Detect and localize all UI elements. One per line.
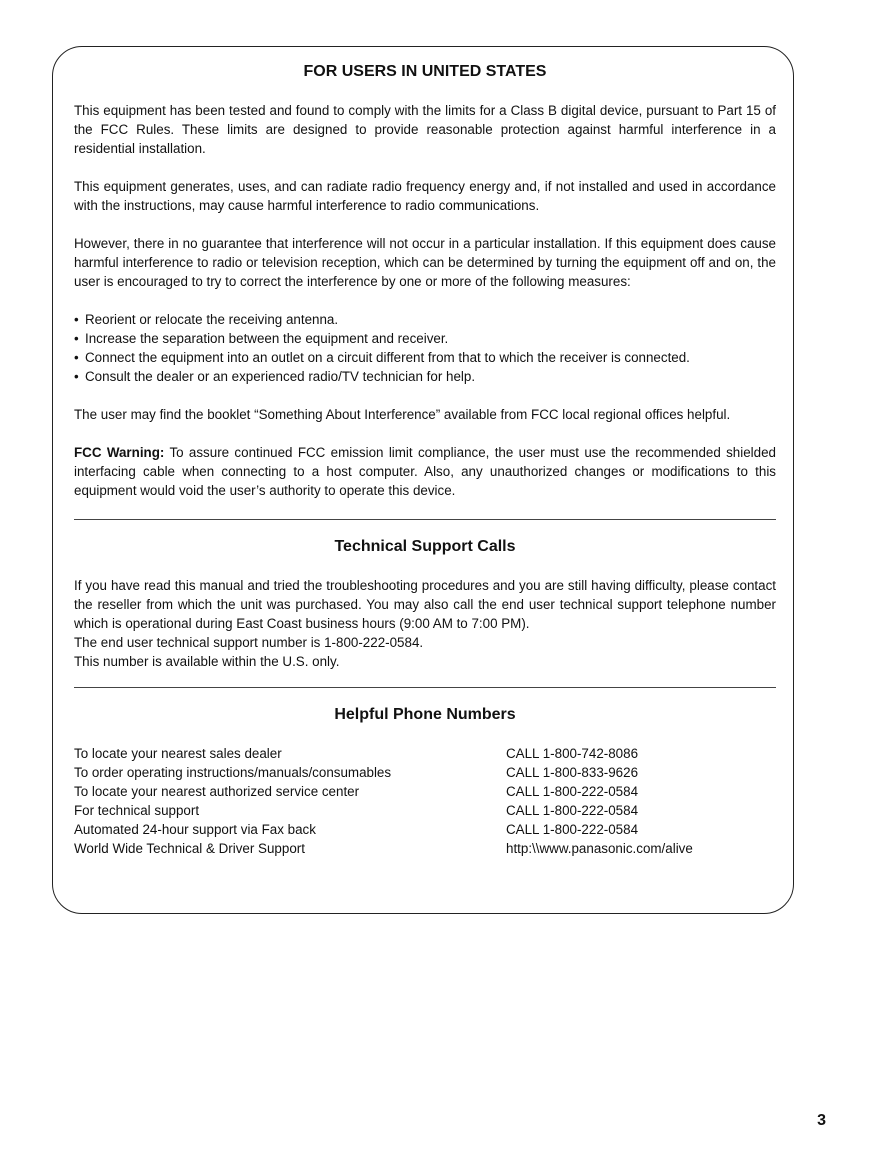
phone-value: CALL 1-800-742-8086 — [506, 746, 639, 761]
fcc-warning — [74, 443, 776, 500]
support-paragraph: If you have read this manual and tried the troubleshooting procedures and you are still having difficulty, please contact the reseller from which the unit was purchased. You may also call the end user technical support telephone number which is operational during East Coast business hours (9:00 AM to 7:00 PM). The end user technical support number is 1-800-222-0584. This number is available within the U.S. only. — [74, 578, 776, 669]
phone-value: CALL 1-800-222-0584 — [506, 803, 639, 818]
phones-title: Helpful Phone Numbers — [334, 706, 516, 723]
phone-label: To locate your nearest sales dealer — [74, 746, 282, 761]
list-item: • Consult the dealer or an experienced radio/TV technician for help. — [74, 369, 476, 384]
phone-value: CALL 1-800-833-9626 — [506, 765, 639, 780]
phone-label: To locate your nearest authorized service center — [74, 784, 360, 799]
phone-value: CALL 1-800-222-0584 — [506, 784, 639, 799]
list-item: • Increase the separation between the equipment and receiver. — [74, 331, 449, 346]
fcc-paragraph-1: This equipment has been tested and found to comply with the limits for a Class B digital device, pursuant to Part 15 of the FCC Rules. These limits are designed to provide reasonable protection against harmful interference in a residential installation. — [74, 103, 776, 156]
fcc-title: FOR USERS IN UNITED STATES — [303, 63, 547, 80]
fcc-warning-text: To assure continued FCC emission limit compliance, the user must use the recommended shielded interfacing cable when connecting to a host computer. Also, any unauthorized changes or modifications to this equipment would void the user’s authority to operate this device. — [74, 445, 776, 498]
fcc-paragraph-4: The user may find the booklet “Something About Interference” available from FCC local regional offices helpful. — [74, 407, 731, 422]
phone-numbers-table — [74, 744, 776, 858]
support-availability-line: This number is available within the U.S. only. — [74, 654, 340, 669]
section-divider — [74, 519, 776, 520]
bullet-icon: • — [74, 350, 79, 365]
phone-value: CALL 1-800-222-0584 — [506, 822, 639, 837]
list-item: • Connect the equipment into an outlet on a circuit different from that to which the receiver is connected. — [74, 350, 690, 365]
phone-label: Automated 24-hour support via Fax back — [74, 822, 316, 837]
support-number-line: The end user technical support number is 1-800-222-0584. — [74, 635, 424, 650]
phone-label: World Wide Technical & Driver Support — [74, 841, 305, 856]
support-title: Technical Support Calls — [334, 538, 516, 555]
bullet-icon: • — [74, 312, 79, 327]
bullet-icon: • — [74, 369, 79, 384]
measures-list — [74, 310, 776, 386]
bullet-icon: • — [74, 331, 79, 346]
list-item: • Reorient or relocate the receiving antenna. — [74, 312, 339, 327]
phone-label: To order operating instructions/manuals/consumables — [74, 765, 392, 780]
phone-label: For technical support — [74, 803, 200, 818]
section-divider — [74, 687, 776, 688]
website-link: http:\\www.panasonic.com/alive — [506, 841, 693, 856]
fcc-paragraph-2: This equipment generates, uses, and can radiate radio frequency energy and, if not installed and used in accordance with the instructions, may cause harmful interference to radio communications. — [74, 179, 776, 213]
fcc-warning-label: FCC Warning: — [74, 445, 165, 460]
page-content — [74, 62, 776, 858]
fcc-paragraph-3: However, there in no guarantee that interference will not occur in a particular installation. If this equipment does cause harmful interference to radio or television reception, which can be determined by turning the equipment off and on, the user is encouraged to try to correct the interference by one or more of the following measures: — [74, 236, 776, 289]
page-number: 3 — [817, 1112, 826, 1129]
